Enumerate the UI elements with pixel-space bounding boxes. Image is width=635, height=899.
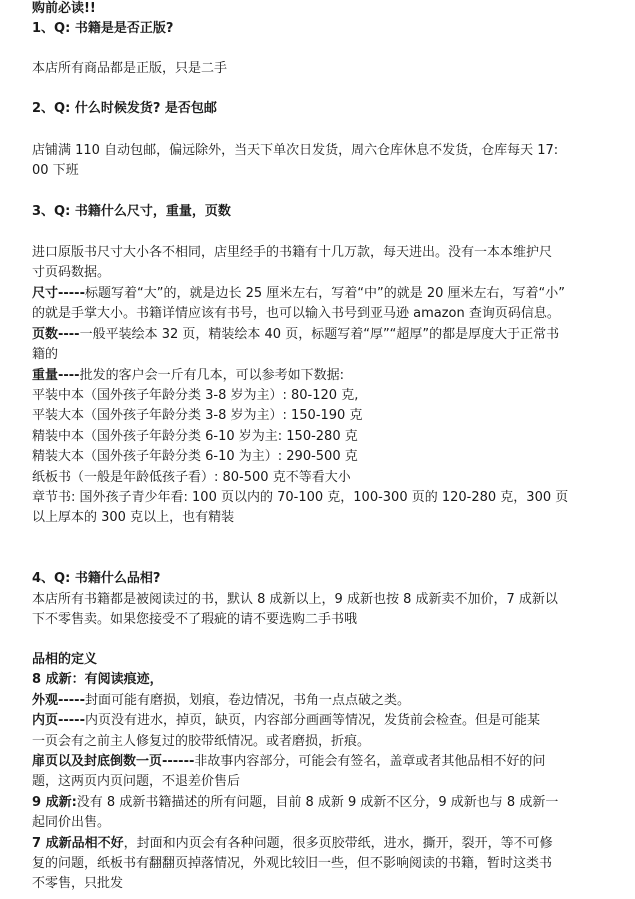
weight-item: 精装中本（国外孩子年龄分类 6-10 岁为主: 150-280 克 (32, 429, 358, 444)
nine-condition-text-line: 起同价出售。 (32, 815, 111, 830)
seven-condition-paragraph (32, 834, 553, 854)
q1-question: 1、Q: 书籍是是否正版? (32, 21, 174, 36)
weight-item: 平装大本（国外孩子年龄分类 3-8 岁为主）: 150-190 克 (32, 408, 363, 423)
seven-condition-text-line: 复的问题，纸板书有翻翻页掉落情况，外观比较旧一些，但不影响阅读的书籍，暂时这类书 (32, 856, 553, 871)
q2-answer-line: 店铺满 110 自动包邮，偏远除外，当天下单次日发货，周六仓库休息不发货，仓库每天 17: (32, 143, 559, 158)
nine-condition-label: 9 成新: (32, 795, 77, 810)
exterior-paragraph (32, 691, 410, 711)
size-text: 标题写着“大”的，就是边长 25 厘米左右，写着“中”的就是 20 厘米左右，写着“小” (84, 286, 566, 301)
flyleaf-paragraph (32, 752, 545, 772)
nine-condition-paragraph (32, 793, 558, 813)
size-label: 尺寸----- (32, 286, 85, 301)
q4-answer-line: 本店所有书籍都是被阅读过的书，默认 8 成新以上，9 成新也按 8 成新卖不加价，7 成新以 (32, 592, 558, 607)
seven-condition-text: ，封面和内页会有各种问题，很多页胶带纸，进水，撕开，裂开，等不可修 (123, 836, 553, 851)
flyleaf-label: 扉页以及封底倒数一页------ (32, 754, 195, 769)
pages-label: 页数---- (32, 327, 80, 342)
chapter-book-line: 章节书: 国外孩子青少年看: 100 页以内的 70-100 克，100-300 页的 120-280 克，300 页 (32, 490, 569, 505)
notice-title: 购前必读!! (32, 1, 96, 16)
q3-intro-line: 寸页码数据。 (32, 265, 111, 280)
inner-label: 内页----- (32, 713, 85, 728)
chapter-book-line: 以上厚本的 300 克以上，也有精装 (32, 510, 235, 525)
weight-item: 纸板书（一般是年龄低孩子看）: 80-500 克不等看大小 (32, 470, 351, 485)
pages-text: 一般平装绘本 32 页，精装绘本 40 页，标题写着“厚”“超厚”的都是厚度大于正常书 (79, 327, 560, 342)
size-paragraph (32, 284, 565, 304)
eight-condition-heading: 8 成新：有阅读痕迹， (32, 672, 163, 687)
weight-item: 平装中本（国外孩子年龄分类 3-8 岁为主）: 80-120 克, (32, 388, 359, 403)
flyleaf-text-line: 题，这两页内页问题，不退差价售后 (32, 774, 241, 789)
seven-condition-text-line: 不零售，只批发 (32, 876, 124, 891)
inner-text: 内页没有进水，掉页，缺页，内容部分画画等情况，发货前会检查。但是可能某 (84, 713, 540, 728)
flyleaf-text: 非故事内容部分，可能会有签名，盖章或者其他品相不好的问 (194, 754, 546, 769)
q3-question: 3、Q: 书籍什么尺寸，重量，页数 (32, 204, 231, 219)
inner-text-line: 一页会有之前主人修复过的胶带纸情况。或者磨损，折痕。 (32, 734, 371, 749)
pages-text-line: 籍的 (32, 347, 59, 362)
q1-answer: 本店所有商品都是正版，只是二手 (32, 61, 228, 76)
q4-answer-line: 下不零售卖。如果您接受不了瑕疵的请不要选购二手书哦 (32, 612, 358, 627)
inner-paragraph (32, 711, 540, 731)
exterior-text: 封面可能有磨损，划痕，卷边情况，书角一点点破之类。 (84, 693, 410, 708)
condition-heading: 品相的定义 (32, 652, 98, 667)
weight-text: 批发的客户会一斤有几本，可以参考如下数据: (79, 368, 344, 383)
nine-condition-text: 没有 8 成新书籍描述的所有问题，目前 8 成新 9 成新不区分，9 成新也与 8 成新一 (76, 795, 559, 810)
q4-question: 4、Q: 书籍什么品相? (32, 571, 161, 586)
q2-question: 2、Q: 什么时候发货? 是否包邮 (32, 101, 217, 116)
pages-paragraph (32, 325, 559, 345)
size-text-line: 的就是手掌大小。书籍详情应该有书号，也可以输入书号到亚马逊 amazon 查询页码信息。 (32, 306, 560, 321)
weight-item: 精装大本（国外孩子年龄分类 6-10 为主）: 290-500 克 (32, 449, 358, 464)
exterior-label: 外观----- (32, 693, 85, 708)
q2-answer-line: 00 下班 (32, 163, 79, 178)
seven-condition-label: 7 成新品相不好 (32, 836, 124, 851)
weight-paragraph (32, 366, 344, 386)
weight-label: 重量---- (32, 368, 80, 383)
q3-intro-line: 进口原版书尺寸大小各不相同，店里经手的书籍有十几万款，每天进出。没有一本本维护尺 (32, 245, 553, 260)
